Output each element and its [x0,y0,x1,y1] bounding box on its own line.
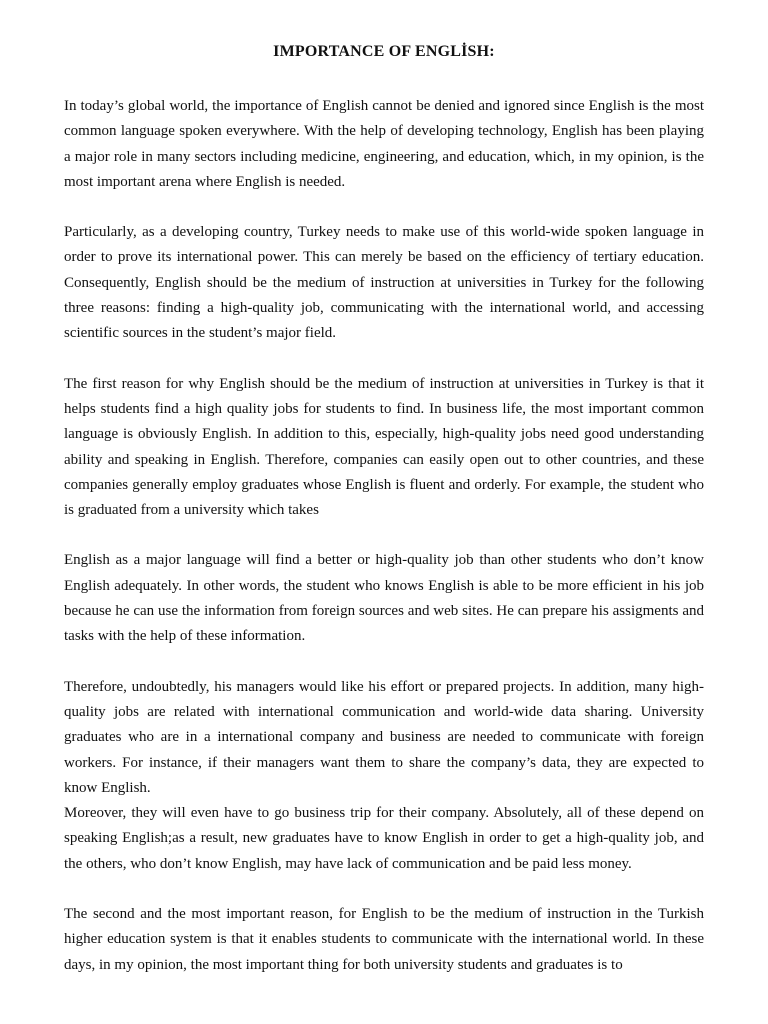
paragraph-thesis: Particularly, as a developing country, Turkey needs to make use of this world-wide spoken language in order to prove its international power. This can merely be based on the efficiency of tertiary education. Consequently, English should be the medium of instruction at universities in Turkey for the following three reasons: finding a high-quality job, communicating with the international world, and accessing scientific sources in the student’s major field. [64,224,704,342]
paragraph-introduction: In today’s global world, the importance of English cannot be denied and ignored since English is the most common language spoken everywhere. With the help of developing technology, English has been playing a major role in many sectors including medicine, engineering, and education, which, in my opinion, is the most important arena where English is needed. [64,98,704,190]
document-title: IMPORTANCE OF ENGLİSH: [273,43,495,60]
paragraph-first-reason: The first reason for why English should be the medium of instruction at universities in Turkey is that it helps students find a high quality jobs for students to find. In business life, the most important common language is obviously English. In addition to this, especially, high-quality jobs need good understanding ability and speaking in English. Therefore, companies can easily open out to other countries, and these companies generally employ graduates whose English is fluent and orderly. For example, the student who is graduated from a university which takes [64,375,704,519]
paragraph-managers: Therefore, undoubtedly, his managers would like his effort or prepared projects. In addition, many high-quality jobs are related with international communication and world-wide data sharing. University graduates who are in a international company and business are needed to communicate with foreign workers. For instance, if their managers want them to share the company’s data, they are expected to know English. [64,678,704,796]
paragraph-second-reason: The second and the most important reason, for English to be the medium of instruction in the Turkish higher education system is that it enables students to communicate with the international world. In these days, in my opinion, the most important thing for both university students and graduates is to [64,906,704,973]
paragraph-business-trip: Moreover, they will even have to go business trip for their company. Absolutely, all of these depend on speaking English;as a result, new graduates have to know English in order to get a high-quality job, and the others, who don’t know English, may have lack of communication and be paid less money. [64,805,704,872]
paragraph-first-reason-continued: English as a major language will find a better or high-quality job than other students who don’t know English adequately. In other words, the student who knows English is able to be more efficient in his job because he can use the information from foreign sources and web sites. He can prepare his assigments and tasks with the help of these information. [64,552,704,645]
